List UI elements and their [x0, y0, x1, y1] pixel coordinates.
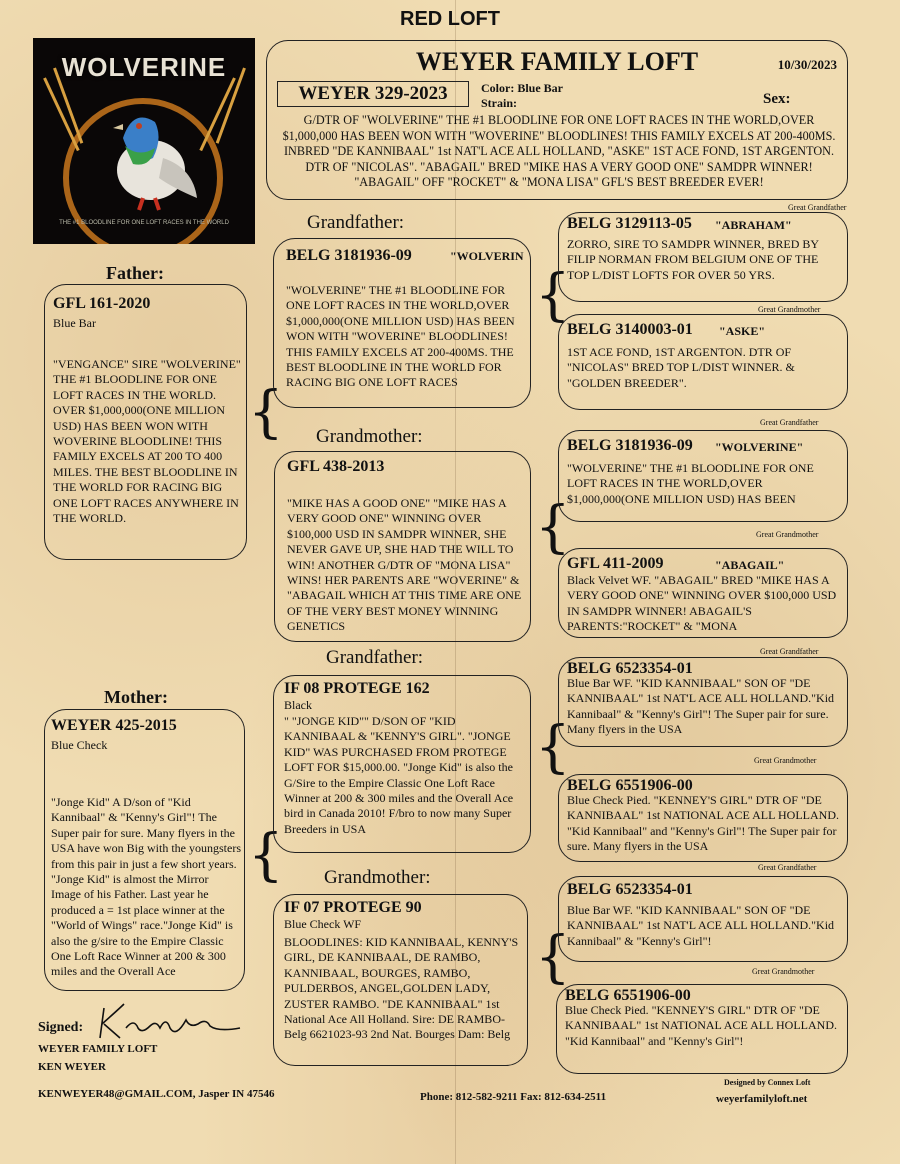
ggm4-tag: Great Grandmother: [752, 967, 815, 976]
grandfather-2-box: [273, 675, 531, 853]
brace-gm1: {: [535, 495, 571, 560]
gm2-text: BLOODLINES: KID KANNIBAAL, KENNY'S GIRL, DE KANNIBAAL, DE RAMBO, KANNIBAAL, BOURGES, RAMBO, PULDERBOS, ANGEL,GOLDEN LADY, ZUSTER RAMBO. "DE KANNIBAAL" 1st National Ace All Holland. Sire: DE RAMBO-Belg 6621023-93 2nd Nat. Bourges Dam: Belg: [284, 935, 519, 1042]
grandfather-label-1: Grandfather:: [307, 212, 405, 233]
ggf1-text: ZORRO, SIRE TO SAMDPR WINNER, BRED BY FILIP NORMAN FROM BELGIUM ONE OF THE TOP L/DIST LOFTS FOR OVER 50 YRS.: [567, 237, 819, 282]
mother-box: [44, 709, 245, 991]
gf2-band: IF 08 PROTEGE 162: [284, 680, 430, 697]
ggm3-tag: Great Grandmother: [754, 756, 817, 765]
ggf3-band: BELG 6523354-01: [567, 660, 693, 677]
ggf2-tag: Great Grandfather: [760, 418, 819, 427]
wolverine-logo: [33, 38, 255, 244]
ggf4-tag: Great Grandfather: [758, 863, 817, 872]
pigeon-icon: [93, 98, 203, 218]
ggm1-box: [558, 314, 848, 410]
gm1-band: GFL 438-2013: [287, 458, 385, 475]
ggf1-band: BELG 3129113-05: [567, 215, 692, 232]
ggf1-box: [558, 212, 848, 302]
gm1-text: "MIKE HAS A GOOD ONE" "MIKE HAS A VERY GOOD ONE" WINNING OVER $100,000 USD IN SAMDPR WINNER, SHE NEVER GAVE UP, SHE HAD THE WILL TO WIN! ANOTHER G/DTR OF "MONA LISA" WINS! HER PARENTS ARE "WOVERINE" & "ABAGAIL WHICH AT THIS TIME ARE ONE OF THE VERY BEST MONEY WINNING GENETICS: [287, 496, 522, 634]
date: 10/30/2023: [777, 57, 837, 72]
logo-tagline: THE #1 BLOODLINE FOR ONE LOFT RACES IN THE WORLD: [59, 220, 229, 226]
brace-gm2: {: [535, 925, 571, 990]
grandfather-label-2: Grandfather:: [326, 647, 424, 668]
ggm3-band: BELG 6551906-00: [567, 777, 693, 794]
ggf4-text: Blue Bar WF. "KID KANNIBAAL" SON OF "DE KANNIBAAL" 1st NAT'L ACE ALL HOLLAND."Kid Kannibaal" & "Kenny's Girl"!: [567, 903, 835, 948]
signed-label: Signed:: [38, 1020, 84, 1035]
main-band: WEYER 329-2023: [277, 81, 469, 107]
brace-mother: {: [248, 823, 284, 888]
gm2-band: IF 07 PROTEGE 90: [284, 899, 422, 916]
ggf2-text: "WOLVERINE" THE #1 BLOODLINE FOR ONE LOFT RACES IN THE WORLD,OVER $1,000,000(ONE MILLION USD) HAS BEEN: [567, 461, 814, 506]
footer-website: weyerfamilyloft.net: [716, 1093, 808, 1105]
father-label: Father:: [106, 263, 164, 283]
mother-text: "Jonge Kid" A D/son of "Kid Kannibaal" & "Kenny's Girl"! The Super pair for sure. Many flyers in the USA have won Big with the youngsters from this pair in just a few short years. "Jonge Kid" is almost the Mirror Image of his Father. Last year he produced a = 1st place winner at the "World of Wings" race."Jonge Kid" is also the g/sire to the Empire Classic One Loft Race Winner at 200 & 300 miles and the Overall Ace: [51, 795, 241, 979]
mother-band: WEYER 425-2015: [51, 717, 177, 734]
brace-gf2: {: [535, 715, 571, 780]
ggm2-box: [558, 548, 848, 638]
father-box: [44, 284, 247, 560]
gf2-text: " "JONGE KID"" D/SON OF "KID KANNIBAAL & "KENNY'S GIRL". "JONGE KID" WAS PURCHASED FROM PROTEGE LOFT FOR $15,000.00. "Jonge Kid" is also the G/Sire to the Empire Classic One Loft Race Winner at 200 & 300 miles and the Overall Ace bird in Canada 2010! F/bro to now many Super Breeders in USA: [284, 714, 514, 836]
ggm1-tag: Great Grandmother: [758, 305, 821, 314]
ggm4-box: [556, 984, 848, 1074]
ggf3-box: [558, 657, 848, 747]
footer-name: KEN WEYER: [38, 1061, 106, 1073]
father-text: "VENGANCE" SIRE "WOLVERINE" THE #1 BLOODLINE FOR ONE LOFT RACES IN THE WORLD. OVER $1,000,000(ONE MILLION USD) HAS BEEN WON WITH WOVERINE BLOODLINE! THIS FAMILY EXCELS AT 200 TO 400 MILES. THE BEST BLOODLINE IN THE WORLD FOR RACING BIG ONE LOFT RACES ANYWHERE IN THE WORLD.: [53, 357, 241, 526]
ggm2-name: "ABAGAIL": [715, 558, 785, 572]
ggf2-band: BELG 3181936-09: [567, 437, 693, 454]
loft-title: WEYER FAMILY LOFT: [415, 47, 699, 76]
main-sex: Sex:: [763, 91, 791, 107]
footer-designed: Designed by Connex Loft: [724, 1078, 811, 1087]
ggf4-box: [558, 876, 848, 962]
ggm2-text: Black Velvet WF. "ABAGAIL" BRED "MIKE HAS A VERY GOOD ONE" WINNING OVER $100,000 USD IN SAMDPR WINNER! ABAGAIL'S PARENTS:"ROCKET" & "MONA: [567, 573, 837, 634]
ggf2-box: [558, 430, 848, 522]
ggm1-name: "ASKE": [719, 324, 766, 338]
main-description: G/DTR OF "WOLVERINE" THE #1 BLOODLINE FOR ONE LOFT RACES IN THE WORLD,OVER $1,000,000 HAS BEEN WON WITH "WOVERINE" BLOODLINES! THIS FAMILY EXCELS AT 200-400MS. INBRED "DE KANNIBAAL" 1st NAT'L ACE ALL HOLLAND, "ASKE" 1ST ACE FOND, 1ST ARGENTON. DTR OF "NICOLAS". "ABAGAIL" BRED "MIKE HAS A VERY GOOD ONE" SAMDPR WINNER! "ABAGAIL" OFF "ROCKET" & "MONA LISA" GFL'S BEST BREEDER EVER!: [282, 113, 836, 189]
ggm3-text: Blue Check Pied. "KENNEY'S GIRL" DTR OF "DE KANNIBAAL" 1st NATIONAL ACE ALL HOLLAND. "Kid Kannibaal" and "Kenny's Girl"! The Super pair for sure. Many flyers in the USA: [567, 793, 839, 854]
ggf1-tag: Great Grandfather: [788, 203, 847, 212]
ggf3-tag: Great Grandfather: [760, 647, 819, 656]
main-strain: Strain:: [481, 96, 517, 110]
ggm1-band: BELG 3140003-01: [567, 321, 693, 338]
logo-title: WOLVERINE: [61, 52, 227, 82]
top-heading: RED LOFT: [400, 8, 500, 30]
grandmother-2-box: [273, 894, 528, 1066]
signature-image: [90, 998, 250, 1048]
grandmother-label-1: Grandmother:: [316, 426, 423, 447]
footer-loft: WEYER FAMILY LOFT: [38, 1043, 158, 1055]
brace-gf1: {: [535, 263, 571, 328]
ggm1-text: 1ST ACE FOND, 1ST ARGENTON. DTR OF "NICOLAS" BRED TOP L/DIST WINNER. & "GOLDEN BREEDER".: [567, 345, 795, 390]
ggf4-band: BELG 6523354-01: [567, 881, 693, 898]
brace-father: {: [248, 380, 284, 445]
mother-label: Mother:: [104, 687, 168, 707]
main-bird-header: [266, 40, 848, 200]
footer-email: KENWEYER48@GMAIL.COM, Jasper IN 47546: [38, 1088, 275, 1100]
mother-color: Blue Check: [51, 738, 108, 752]
ggm4-band: BELG 6551906-00: [565, 987, 691, 1004]
gf1-band: BELG 3181936-09: [286, 247, 412, 264]
gf1-name: "WOLVERIN: [450, 249, 524, 263]
grandmother-1-box: [274, 451, 531, 642]
ggm4-text: Blue Check Pied. "KENNEY'S GIRL" DTR OF "DE KANNIBAAL" 1st NATIONAL ACE ALL HOLLAND. "Kid Kannibaal" and "Kenny's Girl"!: [565, 1003, 837, 1048]
father-color: Blue Bar: [53, 316, 96, 330]
gm2-color: Blue Check WF: [284, 917, 362, 931]
ggf3-text: Blue Bar WF. "KID KANNIBAAL" SON OF "DE KANNIBAAL" 1st NAT'L ACE ALL HOLLAND."Kid Kannibaal" & "Kenny's Girl"! The Super pair for sure. Many flyers in the USA: [567, 676, 835, 737]
grandmother-label-2: Grandmother:: [324, 867, 431, 888]
main-color: Color: Blue Bar: [481, 81, 563, 95]
gf2-color: Black: [284, 698, 312, 712]
ggf2-name: "WOLVERINE": [715, 440, 804, 454]
footer-phone: Phone: 812-582-9211 Fax: 812-634-2511: [420, 1091, 607, 1103]
grandfather-1-box: [273, 238, 531, 408]
ggm2-tag: Great Grandmother: [756, 530, 819, 539]
ggf1-name: "ABRAHAM": [715, 218, 792, 232]
gf1-text: "WOLVERINE" THE #1 BLOODLINE FOR ONE LOFT RACES IN THE WORLD,OVER $1,000,000(ONE MILLION USD) HAS BEEN WON WITH "WOVERINE" BLOODLINES! THIS FAMILY EXCELS AT 200-400MS. THE BEST BLOODLINE IN THE WORLD FOR RACING BIG ONE LOFT RACES: [286, 283, 515, 390]
father-band: GFL 161-2020: [53, 295, 151, 312]
ggm3-box: [558, 774, 848, 862]
ggm2-band: GFL 411-2009: [567, 555, 664, 572]
